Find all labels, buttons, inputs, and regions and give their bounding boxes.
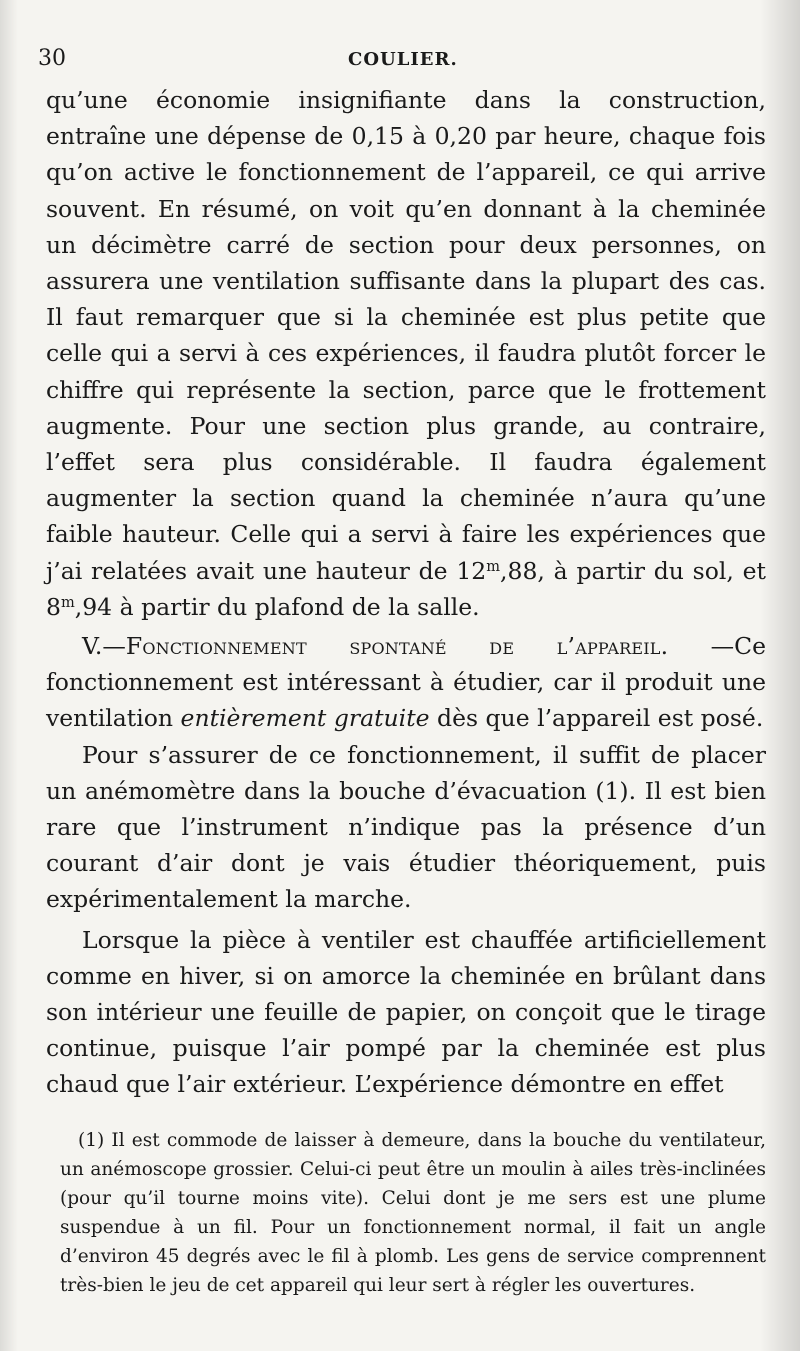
- section-title: Fonctionnement spontané de l’appareil.: [125, 632, 669, 661]
- footnote-text: (1) Il est commode de laisser à demeure, dans la bouche du ventilateur, un anémoscope grossier. Celui-ci peut être un moulin à ailes très-inclinées (pour qu’il tourne moins vite). Celui dont je me sers est une plume suspendue à un fil. Pour un fonctionnement normal, il fait un angle d’environ 45 degrés avec le fil à plomb. Les gens de service comprennent très-bien le jeu de cet appareil qui leur sert à régler les ouvertures.: [60, 1130, 766, 1296]
- paragraph: Pour s’assurer de ce fonctionnement, il suffit de placer un anémomètre dans la bouche d’évacuation (1). Il est bien rare que l’instrument n’indique pas la présence d’un courant d’air dont je vais étudier théoriquement, puis expérimentalement la marche.: [46, 740, 766, 914]
- section-paragraph: [46, 628, 766, 737]
- footnote: [60, 1126, 766, 1300]
- paragraph-text: dès que l’appareil est posé.: [429, 704, 764, 733]
- paragraph-text: ,94 à partir du plafond de la salle.: [74, 592, 480, 621]
- body-text: [46, 82, 766, 1103]
- paragraph-continuation: [46, 82, 766, 625]
- unit-superscript: m: [60, 593, 75, 611]
- unit-superscript: m: [486, 557, 501, 575]
- paragraph-text: ,88, à partir du sol, et 8: [46, 556, 766, 621]
- section-number: V.—: [82, 632, 126, 661]
- italic-text: entièrement gratuite: [180, 704, 430, 733]
- paragraph: Lorsque la pièce à ventiler est chauffée artificiellement comme en hiver, si on amorce la cheminée en brûlant dans son intérieur une feuille de papier, on conçoit que le tirage continue, puisque l’air pompé par la cheminée est plus chaud que l’air extérieur. L’expérience démontre en effet: [46, 925, 766, 1099]
- paragraph-text: qu’une économie insignifiante dans la construction, entraîne une dépense de 0,15 à 0,20 par heure, chaque fois qu’on active le fonctionnement de l’appareil, ce qui arrive souvent. En résumé, on voit qu’en donnant à la cheminée un décimètre carré de section pour deux personnes, on assurera une ventilation suffisante dans la plupart des cas. Il faut remarquer que si la cheminée est plus petite que celle qui a servi à ces expériences, il faudra plutôt forcer le chiffre qui représente la section, parce que le frottement augmente. Pour une section plus grande, au contraire, l’effet sera plus considérable. Il faudra également augmenter la section quand la cheminée n’aura qu’une faible hauteur. Celle qui a servi à faire les expériences que j’ai relatées avait une hauteur de 12: [46, 86, 766, 585]
- page-header: [38, 44, 762, 78]
- page-number: 30: [38, 46, 66, 71]
- running-head: COULIER.: [348, 49, 458, 70]
- paragraph-text: —Ce fonctionnement est intéressant à étudier, car il produit une ventilation: [46, 632, 766, 733]
